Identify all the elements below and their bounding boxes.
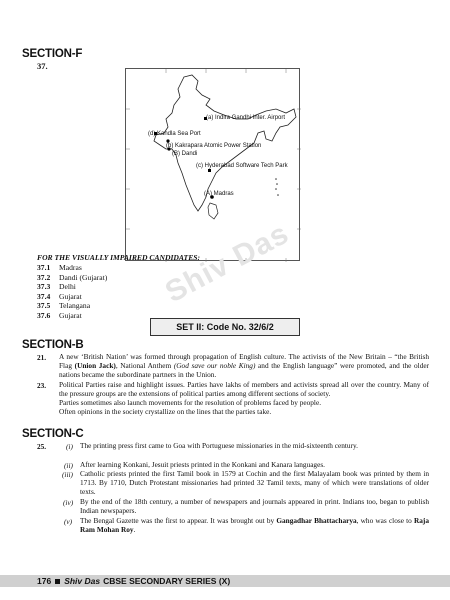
brand-name: Shiv Das [64, 576, 101, 586]
question-number: 21. [37, 353, 47, 362]
label-airport: (a) Indira Gandhi Inter. Airport [206, 115, 286, 121]
roman-numeral: (ii) [64, 461, 73, 470]
sri-lanka-outline [208, 203, 218, 219]
roman-numeral: (iv) [63, 498, 74, 507]
footer [37, 575, 230, 587]
series-title: CBSE SECONDARY SERIES (X) [103, 576, 231, 586]
answer-item: The printing press first came to Goa with Portuguese missionaries in the mid-sixteenth century. [80, 441, 358, 450]
vi-list [37, 263, 107, 321]
list-item: 37.1 Madras [37, 263, 82, 272]
answer-item: Catholic priests printed the first Tamil book in 1579 at Cochin and the first Malayalam book was printed by them in 1713. By 1710, Dutch Protestant missionaries had printed 32 Tamil texts, many of which were translations of older texts. [80, 469, 429, 497]
watermark: Shiv Das [160, 216, 295, 310]
answer-item: The Bengal Gazette was the first to appear. It was brought out by Gangadhar Bhattacharya, who was close to Raja Ram Mohan Roy. [80, 516, 429, 535]
label-dandi: (B) Dandi [172, 151, 198, 157]
question-number: 25. [37, 442, 47, 451]
label-hyderabad: (c) Hyderabad Software Tech Park [196, 163, 288, 169]
answer-23: Political Parties raise and highlight issues. Parties have lakhs of members and activists spread all over the country. Many of the pressure groups are the extensions of political parties among different sections of society. Parties sometimes also launch movements for the resolution of problems faced by people. Often opinions in the society crystallize on the lines that the parties take. [59, 380, 429, 417]
list-item: 37.4 Gujarat [37, 291, 82, 301]
roman-numeral: (v) [64, 517, 73, 526]
set-code-box: SET II: Code No. 32/6/2 [150, 318, 300, 336]
answer-item: After learning Konkani, Jesuit priests printed in the Konkani and Kanara languages. [80, 460, 325, 469]
list-item: 37.6 Gujarat [37, 310, 82, 320]
roman-numeral: (i) [66, 442, 73, 451]
label-kandla: (d) Kandla Sea Port [148, 131, 201, 137]
answer-21: A new ‘British Nation’ was formed through propagation of English culture. The activists of the New Britain – “the British Flag (Union Jack), National Anthem (God save our noble King) and the English language” were promoted, and the older nations became the subordinate partners in the Union. [59, 352, 430, 380]
page-number: 176 [37, 576, 52, 586]
question-number: 37. [37, 61, 48, 71]
question-number: 23. [37, 381, 47, 390]
section-c-heading: SECTION-C [22, 428, 84, 440]
section-b-heading: SECTION-B [22, 339, 84, 351]
list-item: 37.2 Dandi (Gujarat) [37, 272, 108, 282]
list-item: 37.5 Telangana [37, 301, 91, 311]
answer-item: By the end of the 18th century, a number of newspapers and journals appeared in print. Indians too, began to publish Indian newspapers. [80, 497, 429, 516]
roman-numeral: (iii) [62, 470, 73, 479]
section-f-heading: SECTION-F [22, 48, 83, 60]
label-kakrapara: (b) Kakrapara Atomic Power Station [166, 143, 262, 149]
list-item: 37.3 Delhi [37, 282, 76, 292]
square-bullet-icon [55, 579, 60, 584]
label-madras: (A) Madras [204, 191, 234, 197]
vi-heading: FOR THE VISUALLY IMPAIRED CANDIDATES: [37, 253, 201, 262]
